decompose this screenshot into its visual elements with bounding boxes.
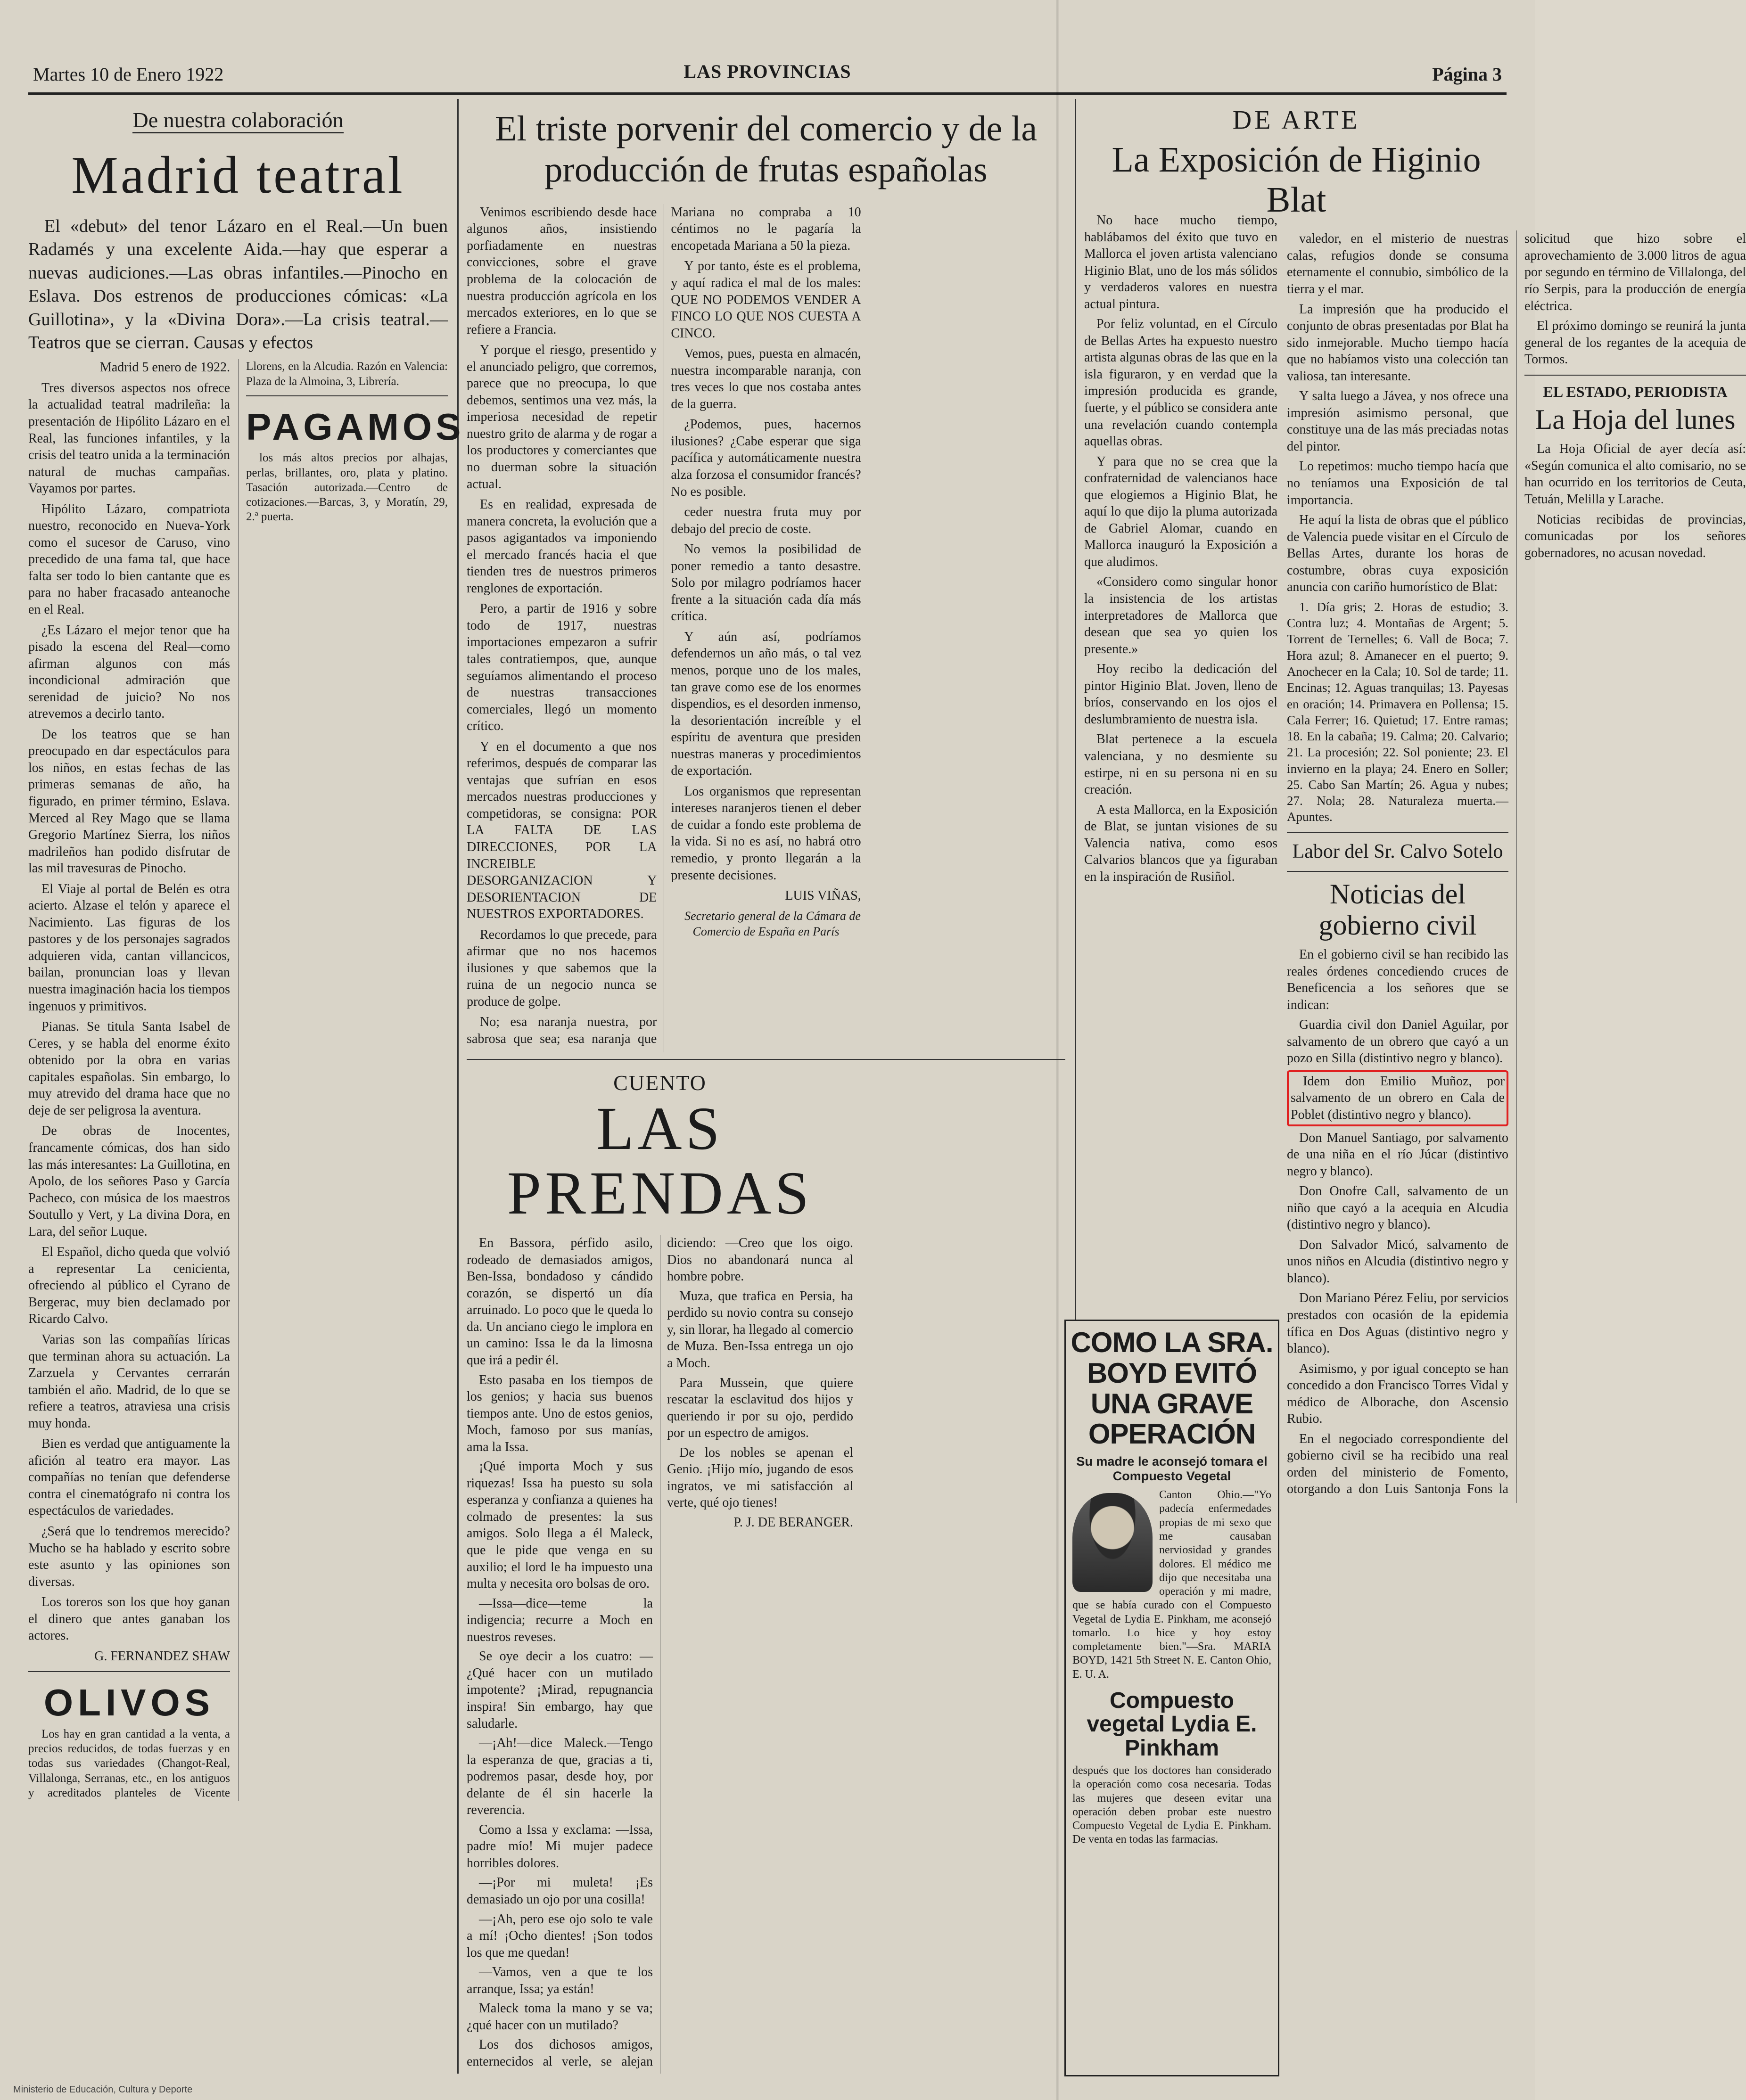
paragraph: Pianas. Se titula Santa Isabel de Ceres, y se habla del enorme éxito obtenido por la obra en varias capitales españolas. Sin embargo, lo muy atrevido del drama hace que no deje de ser peligrosa la aventura. bbox=[28, 1019, 230, 1118]
works-list: 1. Día gris; 2. Horas de estudio; 3. Contra luz; 4. Montañas de Argent; 5. Torrent de Ternelles; 6. Vall de Boca; 7. Hora azul; 8. Amanecer en el puerto; 9. Anochecer en la Cala; 10. Sol de tarde; 11. Encinas; 12. Aguas tranquilas; 13. Payesas en oración; 14. Primavera en Pollensa; 15. Cala Ferrer; 16. Quietud; 17. Entre ramas; 18. En la cabaña; 19. Calma; 20. Calvario; 21. La procesión; 22. Sol poniente; 23. El invierno en la playa; 24. Enero en Soller; 25. Cabo San Martín; 26. Agua y nubes; 27. Nola; 28. Naturaleza muerta.—Apuntes. bbox=[1287, 599, 1508, 824]
paragraph: Don Onofre Call, salvamento de un niño que cayó a la acequia en Alcudia (distintivo negro y blanco). bbox=[1287, 1184, 1508, 1232]
paragraph: valedor, en el misterio de nuestras calas, refugios donde se consuma eternamente el connubio, simbólico de la tierra y el mar. bbox=[1287, 231, 1508, 296]
pagamos-ad-text: los más altos precios por alhajas, perlas, brillantes, oro, plata y platino. Tasación autorizada.—Centro de cotizaciones.—Barcas, 3, y Moratín, 29, 2.ª puerta. bbox=[246, 451, 448, 524]
paragraph: ¡Qué importa Moch y sus riquezas! Issa ha puesto su sola esperanza y confianza a quienes ha colmado de presentes: la sus amigos. Solo llega a él Maleck, que le pide que venga en su auxilio; el lord le ha impuesto una multa y necesita oro bolsas de oro. bbox=[467, 1459, 653, 1591]
paragraph: Varias son las compañías líricas que terminan ahora su actuación. La Zarzuela y Cervantes cerrarán también el año. Madrid, de lo que se refiere a teatros, atraviesa una crisis muy honda. bbox=[28, 1332, 230, 1431]
paragraph: Hipólito Lázaro, compatriota nuestro, reconocido en Nueva-York como el sucesor de Caruso, vino precedido de una fama tal, que hace falta ser todo lo bien cantante que es para no haber fracasado anteanoche en el Real. bbox=[28, 501, 230, 617]
paragraph: Maleck toma la mano y se va; ¿qué hacer con un mutilado? bbox=[467, 2001, 653, 2033]
separator bbox=[1287, 832, 1508, 833]
article-deck: El «debut» del tenor Lázaro en el Real.—Un buen Radamés y una excelente Aida.—hay que esperar a nuevas audiciones.—Las obras infantiles.—Pinocho en Eslava. Dos estrenos de producciones cómicas: «La Guillotina», y la «Divina Dora».—La crisis teatral.—Teatros que se cierran. Causas y efectos bbox=[28, 216, 448, 353]
paragraph: «Considero como singular honor la insistencia de los artistas interpretadores de Mallorca que desean que sea yo quien los presente.» bbox=[1084, 574, 1277, 656]
paragraph: Es en realidad, expresada de manera concreta, la evolución que a pasos agigantados va imponiendo el mercado francés hacia el que tienden tres de nuestros primeros renglones de exportación. bbox=[467, 497, 657, 596]
cuento-section bbox=[467, 1069, 853, 2074]
byline: G. FERNANDEZ SHAW bbox=[94, 1649, 230, 1664]
paragraph: ¿Será que lo tendremos merecido? Mucho se ha hablado y escrito sobre este asunto y las opiniones son diversas. bbox=[28, 1524, 230, 1589]
paragraph: Como a Issa y exclama: —Issa, padre mío! Mi mujer padece horribles dolores. bbox=[467, 1822, 653, 1870]
paragraph: Noticias recibidas de provincias, comunicadas por los señores gobernadores, no acusan novedad. bbox=[1524, 512, 1746, 560]
issue-date: Martes 10 de Enero 1922 bbox=[33, 64, 224, 85]
paragraph: Hoy recibo la dedicación del pintor Higinio Blat. Joven, lleno de bríos, conservando en los ojos el deslumbramiento de nuestra isla. bbox=[1084, 662, 1277, 727]
article-title: La Exposición de Higinio Blat bbox=[1112, 140, 1481, 220]
ad-headline: COMO LA SRA. BOYD EVITÓ UNA GRAVE OPERACIÓN bbox=[1071, 1327, 1273, 1450]
paragraph: El próximo domingo se reunirá la junta general de los regantes de la acequia de Tormos. bbox=[1524, 319, 1746, 367]
paragraph: No hace mucho tiempo, hablábamos del éxito que tuvo en Mallorca el joven artista valenciano Higinio Blat, uno de los más sólidos y verdaderos valores en nuestra actual pintura. bbox=[1084, 213, 1277, 312]
page-number: Página 3 bbox=[1432, 64, 1502, 85]
highlighted-paragraph[interactable]: Idem don Emilio Muñoz, por salvamento de un obrero en Cala de Poblet (distintivo negro y blanco). bbox=[1287, 1070, 1508, 1126]
article-de-arte bbox=[1084, 104, 1746, 2083]
paragraph: Y salta luego a Jávea, y nos ofrece una impresión asimismo personal, que constituye una de las más preciadas notas del pintor. bbox=[1287, 389, 1508, 454]
pagamos-ad-title: PAGAMOS bbox=[246, 405, 465, 448]
paragraph: Asimismo, y por igual concepto se han concedido a don Francisco Torres Vidal y médico de Alborache, don Ascensio Rubio. bbox=[1287, 1361, 1508, 1427]
paragraph: De obras de Inocentes, francamente cómicas, dos han sido las más interesantes: La Guillotina, en Apolo, de los señores Paso y García Pacheco, con música de los maestros Soutullo y Vert, y La divina Dora, en Lara, del señor Luque. bbox=[28, 1124, 230, 1239]
dateline: Madrid 5 enero de 1922. bbox=[99, 360, 230, 375]
cuento-title: LAS PRENDAS bbox=[507, 1095, 813, 1227]
paragraph: Muza, que trafica en Persia, ha perdido su novio contra su consejo y, sin llorar, ha llegado al comercio de Muza. Ben-Issa entrega un ojo a Moch. bbox=[667, 1288, 853, 1371]
paragraph: Guardia civil don Daniel Aguilar, por salvamento de un obrero que cayó a un pozo en Silla (distintivo negro y blanco). bbox=[1287, 1017, 1508, 1066]
paragraph: Los toreros son los que hoy ganan el dinero que antes ganaban los actores. bbox=[28, 1595, 230, 1643]
separator bbox=[28, 1671, 230, 1672]
paragraph: Para Mussein, que quiere rescatar la esclavitud dos hijos y queriendo ir por su ojo, perdido por un espectro de amigos. bbox=[667, 1375, 853, 1441]
separator bbox=[246, 395, 448, 396]
masthead-rule bbox=[28, 92, 1507, 95]
separator bbox=[1287, 871, 1508, 872]
olivos-ad-title: OLIVOS bbox=[43, 1682, 215, 1724]
cuento-body bbox=[467, 1235, 853, 2074]
paragraph: —¡Ah, pero ese ojo solo te vale a mí! ¡Ocho dientes! ¡Son todos los que me quedan! bbox=[467, 1911, 653, 1960]
paragraph: No; esa naranja nuestra, por sabrosa que sea; esa naranja que Mariana no compraba a 10 céntimos no le pagaría la encopetada Mariana a 50 la pieza. bbox=[467, 205, 861, 1047]
paragraph: De los nobles se apenan el Genio. ¡Hijo mío, jugando de esos ingratos, ve mi satisfacción al verte, qué ojo tienes! bbox=[667, 1445, 853, 1510]
paragraph: Los dos dichosos amigos, enternecidos al verle, se alejan diciendo: —Creo que los oigo. Dios no abandonará nunca al hombre pobre. bbox=[467, 1236, 853, 2069]
paragraph: En el gobierno civil se han recibido las reales órdenes concediendo cruces de Beneficencia a los señores que se indican: bbox=[1287, 947, 1508, 1012]
separator bbox=[467, 1059, 1065, 1060]
section-heading: Noticias del gobierno civil bbox=[1318, 878, 1477, 941]
paragraph: Bien es verdad que antiguamente la afición al teatro era mayor. Las compañías no tenían que defenderse contra el cinematógrafo ni contra los espectáculos de variedades. bbox=[28, 1436, 230, 1518]
separator bbox=[1524, 375, 1746, 376]
paragraph: —¡Por mi muleta! ¡Es demasiado un ojo por una cosilla! bbox=[467, 1875, 653, 1907]
paragraph: No vemos la posibilidad de poner remedio a tanto desastre. Solo por milagro podríamos hacer frente a la situación cada día más crítica. bbox=[671, 542, 861, 624]
paragraph: Don Mariano Pérez Feliu, por servicios prestados con ocasión de la epidemia tífica en Dos Aguas (distintivo negro y blanco). bbox=[1287, 1291, 1508, 1356]
paragraph: Pero, a partir de 1916 y sobre todo de 1917, nuestras importaciones empezaron a sufrir tales contratiempos, que, aunque seguíamos alimentando el proceso de nuestras transacciones comerciales, llegó un momento crítico. bbox=[467, 601, 657, 734]
olivos-ad-text: Los hay en gran cantidad a la venta, a precios reducidos, de todas fuerzas y en todas sus variedades (Changot-Real, Villalonga, Serranas, etc., en los antiguos y acreditados planteles de Vicente Llorens, en la Alcudia. Razón en Valencia: Plaza de la Almoina, 3, Librería. bbox=[28, 360, 448, 1799]
paragraph: ¿Es Lázaro el mejor tenor que ha pisado la escena del Real—como afirman algunos con más incondicional admiración que serenidad de juicio? No nos atrevemos a decirlo tanto. bbox=[28, 623, 230, 722]
ad-brand: Compuesto vegetal Lydia E. Pinkham bbox=[1087, 1688, 1257, 1761]
paragraph: En el negociado correspondiente del gobierno civil se ha recibido una real orden del ministerio de Fomento, otorgando a don Luis Santonja Fons la solicitud que hizo sobre el aprovechamiento de 3.000 litros de agua por segundo en término de Villalonga, del río Serpis, para la producción de energía eléctrica. bbox=[1287, 231, 1746, 1497]
paragraph: ¿Podemos, pues, hacernos ilusiones? ¿Cabe esperar que siga pacífica y automáticamente nuestra alza forzosa el consumidor francés? No es posible. bbox=[671, 417, 861, 499]
center-columns bbox=[467, 104, 1065, 2083]
paragraph: Los organismos que representan intereses naranjeros tienen el deber de cuidar a fondo este problema de la vida. Si no es así, no habrá otro remedio, y pronto llegarán a la presente decisiones. bbox=[671, 784, 861, 883]
paragraph: Blat pertenece a la escuela valenciana, y no desmiente su estirpe, ni en su persona ni en su creación. bbox=[1084, 732, 1277, 797]
footer-credit: Ministerio de Educación, Cultura y Deporte bbox=[13, 2084, 193, 2095]
paragraph: —Vamos, ven a que te los arranque, Issa; ya están! bbox=[467, 1965, 653, 1996]
paragraph: Lo repetimos: mucho tiempo hacía que no teníamos una Exposición de tal importancia. bbox=[1287, 459, 1508, 508]
paragraph: —Issa—dice—teme la indigencia; recurre a Moch en nuestros reveses. bbox=[467, 1596, 653, 1644]
paragraph: Y por tanto, éste es el problema, y aquí radica el mal de los males: QUE NO PODEMOS VENDER A FINCO LO QUE NOS CUESTA A CINCO. bbox=[671, 259, 861, 341]
paragraph: Esto pasaba en los tiempos de los genios; y hacia sus buenos tiempos ante. Uno de estos genios, Moch, famoso por sus manías, ama la Issa. bbox=[467, 1372, 653, 1454]
paragraph: Y en el documento a que nos referimos, después de comparar las ventajas que sufrían en esos mercados nuestras producciones y competidoras, se consigna: POR LA FALTA DE LAS DIRECCIONES, POR LA INCREIBLE DESORGANIZACION Y DESORIENTACION DE NUESTROS EXPORTADORES. bbox=[467, 739, 657, 922]
byline: P. J. DE BERANGER. bbox=[733, 1515, 853, 1530]
paragraph: A esta Mallorca, en la Exposición de Blat, se juntan visiones de su Valencia nativa, como esos Calvarios blancos que ya figuraban en la inspiración de Rusiñol. bbox=[1084, 802, 1277, 884]
masthead bbox=[33, 52, 1502, 94]
paragraph: Don Manuel Santiago, por salvamento de una niña en el río Júcar (distintivo negro y blanco). bbox=[1287, 1130, 1508, 1179]
paragraph: Venimos escribiendo desde hace algunos años, insistiendo porfiadamente en nuestras convicciones, sobre el grave problema de la colocación de nuestra producción agrícola en los mercados exteriores, en lo que se refiere a Francia. bbox=[467, 205, 657, 337]
ad-testimonial: Canton Ohio.—"Yo padecía enfermedades propias de mi sexo que me causaban nerviosidad y grandes dolores. El médico me dijo que necesitaba una operación y mi madre, que se había curado con el Compuesto Vegetal de Lydia E. Pinkham, me aconsejó tomarlo. Lo hice y hoy estoy completamente bien."—Sra. MARIA BOYD, 1421 5th Street N. E. Canton Ohio, E. U. A. bbox=[1072, 1489, 1271, 1681]
paragraph: —¡Ah!—dice Maleck.—Tengo la esperanza de que, gracias a ti, podremos pasar, desde hoy, por delante de él sin hacerle la reverencia. bbox=[467, 1736, 653, 1818]
paragraph: Se oye decir a los cuatro: —¿Qué hacer con un mutilado impotente? ¡Mirad, repugnancia inspira! Sin embargo, hay que saludarle. bbox=[467, 1649, 653, 1731]
paragraph: Don Salvador Micó, salvamento de unos niños en Alcudia (distintivo negro y blanco). bbox=[1287, 1237, 1508, 1286]
paragraph: Vemos, pues, puesta en almacén, nuestra incomparable naranja, con tres veces lo que nos costaba antes de la guerra. bbox=[671, 346, 861, 411]
article-madrid-teatral bbox=[28, 104, 465, 2083]
paragraph: En Bassora, pérfido asilo, rodeado de demasiados amigos, Ben-Issa, bondadoso y cándido corazón, se dispertó un día arruinado. Lo poco que le queda lo da. Un anciano ciego le implora en un camino: Issa le da la limosna que irá a pedir él. bbox=[467, 1236, 653, 1368]
article-kicker: De nuestra colaboración bbox=[28, 107, 448, 134]
section-heading: La Hoja del lunes bbox=[1535, 404, 1736, 435]
article-body bbox=[28, 359, 465, 1801]
article-title: Madrid teatral bbox=[71, 146, 405, 205]
paragraph: Recordamos lo que precede, para afirmar que no nos hacemos ilusiones y que sabemos que la ruina de un negocio nunca se produce de golpe. bbox=[467, 927, 657, 1009]
paragraph: El Español, dicho queda que volvió a representar La cenicienta, ofreciendo al público el Cyrano de Bergerac, muy bien declamado por Ricardo Calvo. bbox=[28, 1245, 230, 1327]
ad-body: después que los doctores han considerado la operación como cosa necesaria. Todas las mujeres que deseen evitar una operación deben probar este nuestro Compuesto Vegetal de Lydia E. Pinkham. De venta en todas las farmacias. bbox=[1072, 1764, 1271, 1846]
article-headline: El triste porvenir del comercio y de la producción de frutas españolas bbox=[494, 109, 1038, 190]
newspaper-name: LAS PROVINCIAS bbox=[684, 61, 851, 82]
article-body bbox=[1287, 230, 1746, 1503]
paragraph: Por feliz voluntad, en el Círculo de Bellas Artes ha expuesto nuestro artista algunas obras de las que en la isla figuraron, y en verdad que la impresión producida es grande, fuerte, y el público se considera ante una revelación cuando contempla aquellas obras. bbox=[1084, 317, 1277, 449]
byline-role: Secretario general de la Cámara de Comercio de España en París bbox=[684, 909, 861, 938]
cuento-kicker: CUENTO bbox=[613, 1070, 707, 1095]
article-body-left bbox=[1084, 212, 1277, 1400]
paragraph: El Viaje al portal de Belén es otra acierto. Alzase el telón y aparece el Nacimiento. Las figuras de los pastores y de los personajes sagrados adquieren vida, cantan villancicos, bailan, pronuncian loas y llevan nuestra imaginación hacia los tiempos ingenuos y primitivos. bbox=[28, 881, 230, 1014]
column-divider bbox=[457, 99, 459, 2074]
paragraph: Y para que no se crea que la confraternidad de valencianos hace que elogiemos a Higinio Blat, he aquí lo que dijo la pluma autorizada de Gabriel Alomar, cuando en Mallorca inauguró la Exposición a que aludimos. bbox=[1084, 454, 1277, 569]
section-heading: Labor del Sr. Calvo Sotelo bbox=[1292, 840, 1503, 862]
section-heading: EL ESTADO, PERIODISTA bbox=[1543, 383, 1728, 400]
section-kicker: DE ARTE bbox=[1232, 106, 1360, 135]
paragraph: Y porque el riesgo, presentido y el anunciado peligro, que corremos, parece que no preocupa, lo que debemos, sentimos una vez más, la imperiosa necesidad de repetir nuestro grito de alarma y de rogar a los productores y comerciantes que no duerman sobre la situación actual. bbox=[467, 343, 657, 492]
paragraph: Tres diversos aspectos nos ofrece la actualidad teatral madrileña: la presentación de Hipólito Lázaro en el Real, las funciones infantiles, y la crisis del teatro unida a la terminación natural de muchas campañas. Vayamos por partes. bbox=[28, 380, 230, 496]
paragraph: ceder nuestra fruta muy por debajo del precio de coste. bbox=[671, 505, 861, 536]
paragraph: Y aún así, podríamos defendernos un año más, o tal vez menos, porque uno de los males, tan grave como ese de los enormes dispendios, es el desorden inmenso, la desorientación increíble y el espíritu de aventura que presiden nuestras maneras y procedimientos de exportación. bbox=[671, 629, 861, 779]
byline-name: LUIS VIÑAS, bbox=[785, 888, 861, 903]
article-body bbox=[467, 204, 1065, 1052]
paragraph: De los teatros que se han preocupado en dar espectáculos para los niños, en estas fechas de las primeras semanas de año, ha figurado, en primer término, Eslava. Merced al Rey Mago que se llama Gregorio Martínez Sierra, los niños madrileños han podido disfrutar de las mil travesuras de Pinocho. bbox=[28, 727, 230, 876]
paragraph: La impresión que ha producido el conjunto de obras presentadas por Blat ha sido inmejorable. Mucho tiempo hacía que no habíamos visto una colección tan valiosa, tan interesante. bbox=[1287, 302, 1508, 384]
paragraph: La Hoja Oficial de ayer decía así: «Según comunica el alto comisario, no se han ocurrido en los territorios de Ceuta, Tetuán, Melilla y Larache. bbox=[1524, 442, 1746, 507]
paragraph: He aquí la lista de obras que el público de Valencia puede visitar en el Círculo de Bellas Artes, durante los horas de costumbre, obras cuya exposición anuncia con cariño humorístico de Blat: bbox=[1287, 513, 1508, 595]
ad-subheadline: Su madre le aconsejó tomara el Compuesto Vegetal bbox=[1076, 1454, 1268, 1484]
